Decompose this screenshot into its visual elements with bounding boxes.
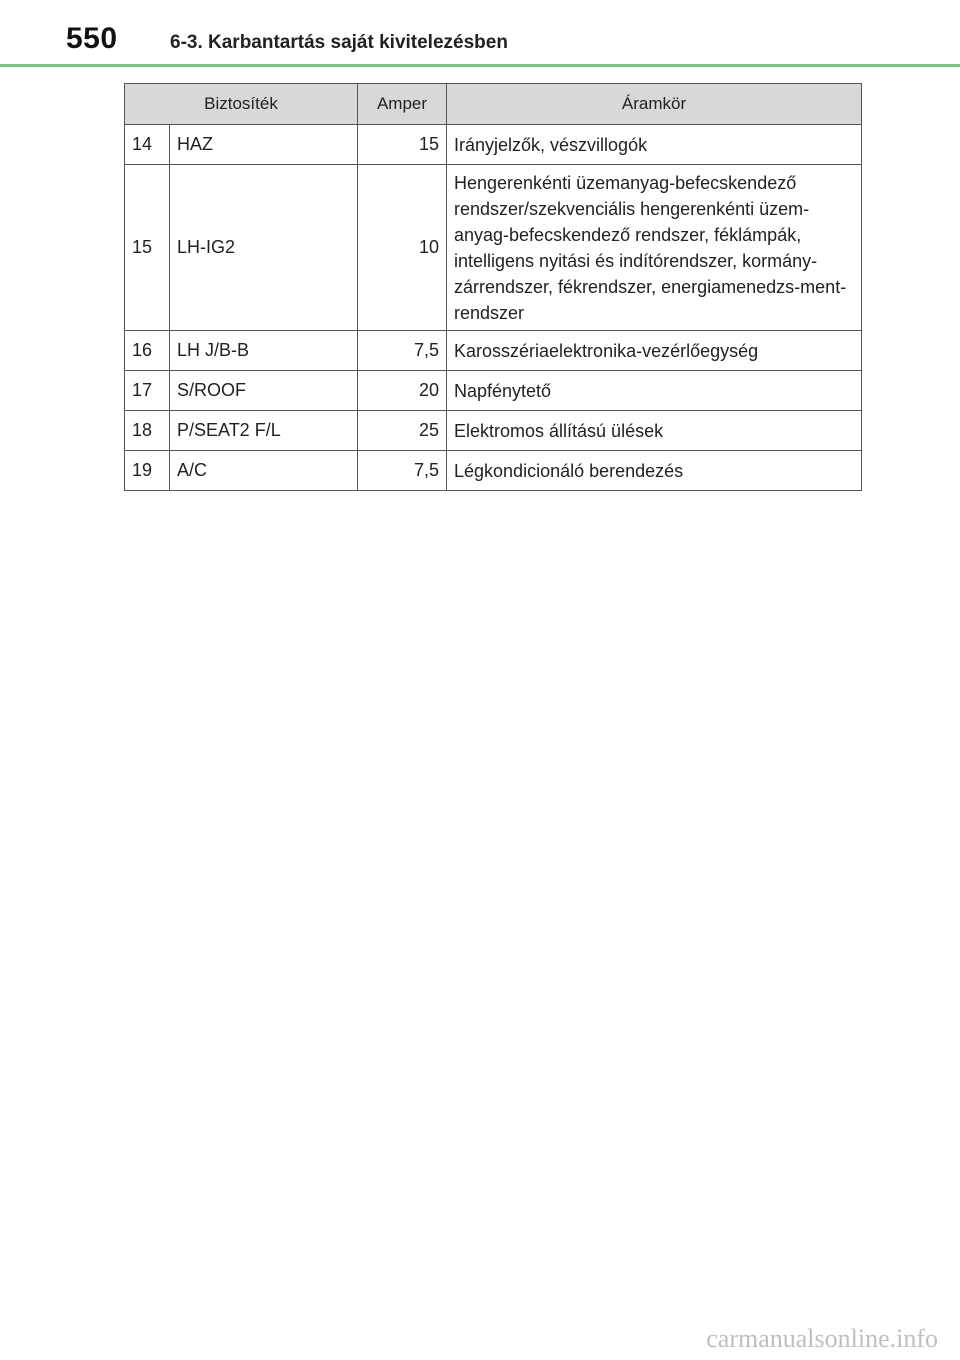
fuse-name: LH-IG2 bbox=[170, 165, 358, 331]
fuse-number: 16 bbox=[125, 331, 170, 371]
fuse-amper: 25 bbox=[358, 411, 447, 451]
table-row bbox=[125, 165, 862, 331]
column-header-fuse: Biztosíték bbox=[125, 84, 358, 125]
fuse-number: 15 bbox=[125, 165, 170, 331]
column-header-circuit: Áramkör bbox=[447, 84, 862, 125]
fuse-number: 18 bbox=[125, 411, 170, 451]
fuse-name: LH J/B-B bbox=[170, 331, 358, 371]
fuse-number: 14 bbox=[125, 125, 170, 165]
fuse-amper: 10 bbox=[358, 165, 447, 331]
fuse-circuit: Légkondicionáló berendezés bbox=[447, 451, 862, 491]
fuse-name: S/ROOF bbox=[170, 371, 358, 411]
table-row bbox=[125, 411, 862, 451]
fuse-name: A/C bbox=[170, 451, 358, 491]
page-header bbox=[0, 0, 960, 70]
fuse-name: P/SEAT2 F/L bbox=[170, 411, 358, 451]
fuse-circuit: Hengerenkénti üzemanyag-befecskendező rendszer/szekvenciális hengerenkénti üzem-anyag-befecskendező rendszer, féklámpák, intelligens nyitási és indítórendszer, kormány-zárrendszer, fékrendszer, energiamenedzs-ment-rendszer bbox=[447, 165, 862, 331]
fuse-circuit: Napfénytető bbox=[447, 371, 862, 411]
table-header-row bbox=[125, 84, 862, 125]
fuse-circuit: Karosszériaelektronika-vezérlőegység bbox=[447, 331, 862, 371]
table-row bbox=[125, 371, 862, 411]
header-divider bbox=[0, 64, 960, 67]
fuse-amper: 15 bbox=[358, 125, 447, 165]
fuse-name: HAZ bbox=[170, 125, 358, 165]
fuse-circuit: Irányjelzők, vészvillogók bbox=[447, 125, 862, 165]
fuse-circuit: Elektromos állítású ülések bbox=[447, 411, 862, 451]
table-row bbox=[125, 451, 862, 491]
fuse-number: 17 bbox=[125, 371, 170, 411]
fuse-table bbox=[124, 83, 862, 491]
fuse-number: 19 bbox=[125, 451, 170, 491]
column-header-amper: Amper bbox=[358, 84, 447, 125]
fuse-amper: 20 bbox=[358, 371, 447, 411]
fuse-amper: 7,5 bbox=[358, 451, 447, 491]
table-row bbox=[125, 331, 862, 371]
page-number: 550 bbox=[66, 22, 118, 55]
section-title: 6-3. Karbantartás saját kivitelezésben bbox=[170, 32, 508, 53]
fuse-amper: 7,5 bbox=[358, 331, 447, 371]
table-row bbox=[125, 125, 862, 165]
watermark: carmanualsonline.info bbox=[706, 1324, 938, 1353]
